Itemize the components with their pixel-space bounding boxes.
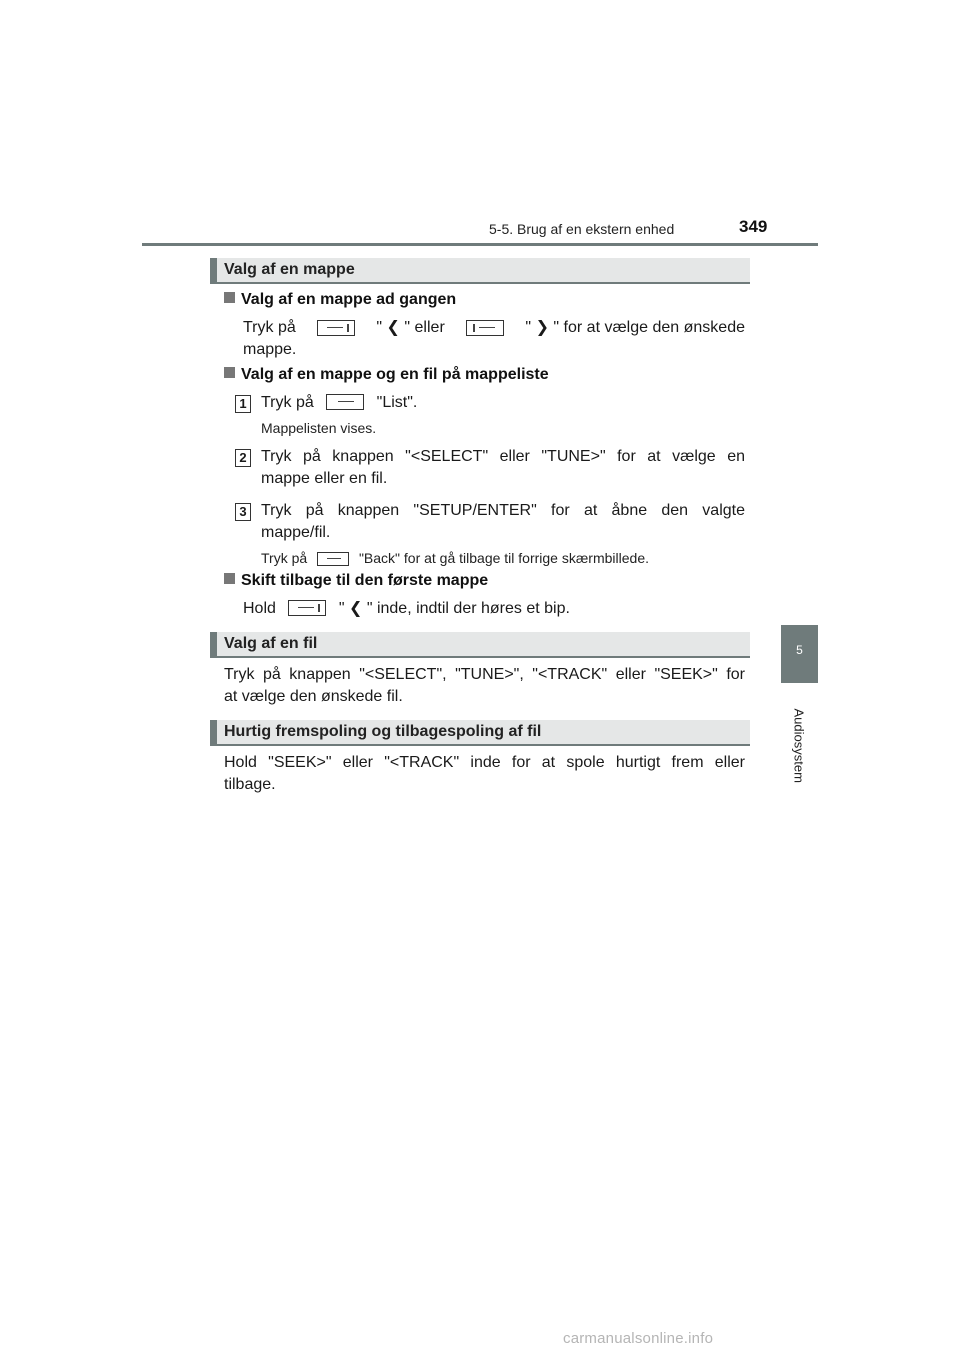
steering-switch-left-icon [288,600,326,616]
section-heading-fast-forward [210,720,750,746]
bullet-square-icon [224,367,235,378]
subheading-text: Skift tilbage til den første mappe [241,572,489,589]
step-1-note: Mappelisten vises. [261,420,377,436]
chevron-left-icon: ❮ [348,600,363,617]
watermark: carmanualsonline.info [563,1330,714,1347]
list-switch-icon [326,394,364,410]
step-3-note: Tryk på "Back" for at gå tilbage til forrige skærmbillede. [261,550,649,566]
step-3-text: Tryk på knappen "SETUP/ENTER" for at åbne den valgte mappe/fil. [261,502,745,541]
step-number: 3 [235,503,251,521]
steering-switch-right-icon [466,320,504,336]
step-1-text: Tryk på "List". [261,394,418,411]
bullet-square-icon [224,573,235,584]
chevron-right-icon: ❯ [535,319,549,336]
paragraph-file: Tryk på knappen "<SELECT", "TUNE>", "<TRACK" eller "SEEK>" for at vælge den ønskede fil. [224,666,745,705]
paragraph-fast-forward: Hold "SEEK>" eller "<TRACK" inde for at spole hurtigt frem eller tilbage. [224,754,745,793]
section-title: Valg af en fil [224,635,318,652]
bullet-square-icon [224,292,235,303]
section-title: Hurtig fremspoling og tilbagespoling af fil [224,723,542,740]
paragraph-first-folder: Hold " ❮ " inde, indtil der høres et bip. [243,598,570,620]
subheading-folder-at-a-time [224,291,456,309]
step-number: 2 [235,449,251,467]
section-heading-folder [210,258,750,284]
page-number: 349 [739,217,768,236]
subheading-first-folder [224,572,488,590]
subheading-text: Valg af en mappe og en fil på mappeliste [241,366,549,383]
chevron-left-icon: ❮ [386,319,400,336]
header-divider [142,243,818,246]
subheading-folder-list [224,366,549,384]
subheading-text: Valg af en mappe ad gangen [241,291,457,308]
chapter-tab: 5 [781,625,818,683]
back-switch-icon [317,552,349,566]
steering-switch-left-icon [317,320,355,336]
chapter-label: Audiosystem [791,708,807,783]
step-number: 1 [235,395,251,413]
section-title: Valg af en mappe [224,261,355,278]
step-2-text: Tryk på knappen "<SELECT" eller "TUNE>" for at vælge en mappe eller en fil. [261,448,745,487]
section-heading-file [210,632,750,658]
running-header: 5-5. Brug af en ekstern enhed [489,221,675,237]
paragraph-folder-at-a-time: Tryk på " ❮ " eller " ❯ " for at vælge den ønskede mappe. [243,319,745,358]
